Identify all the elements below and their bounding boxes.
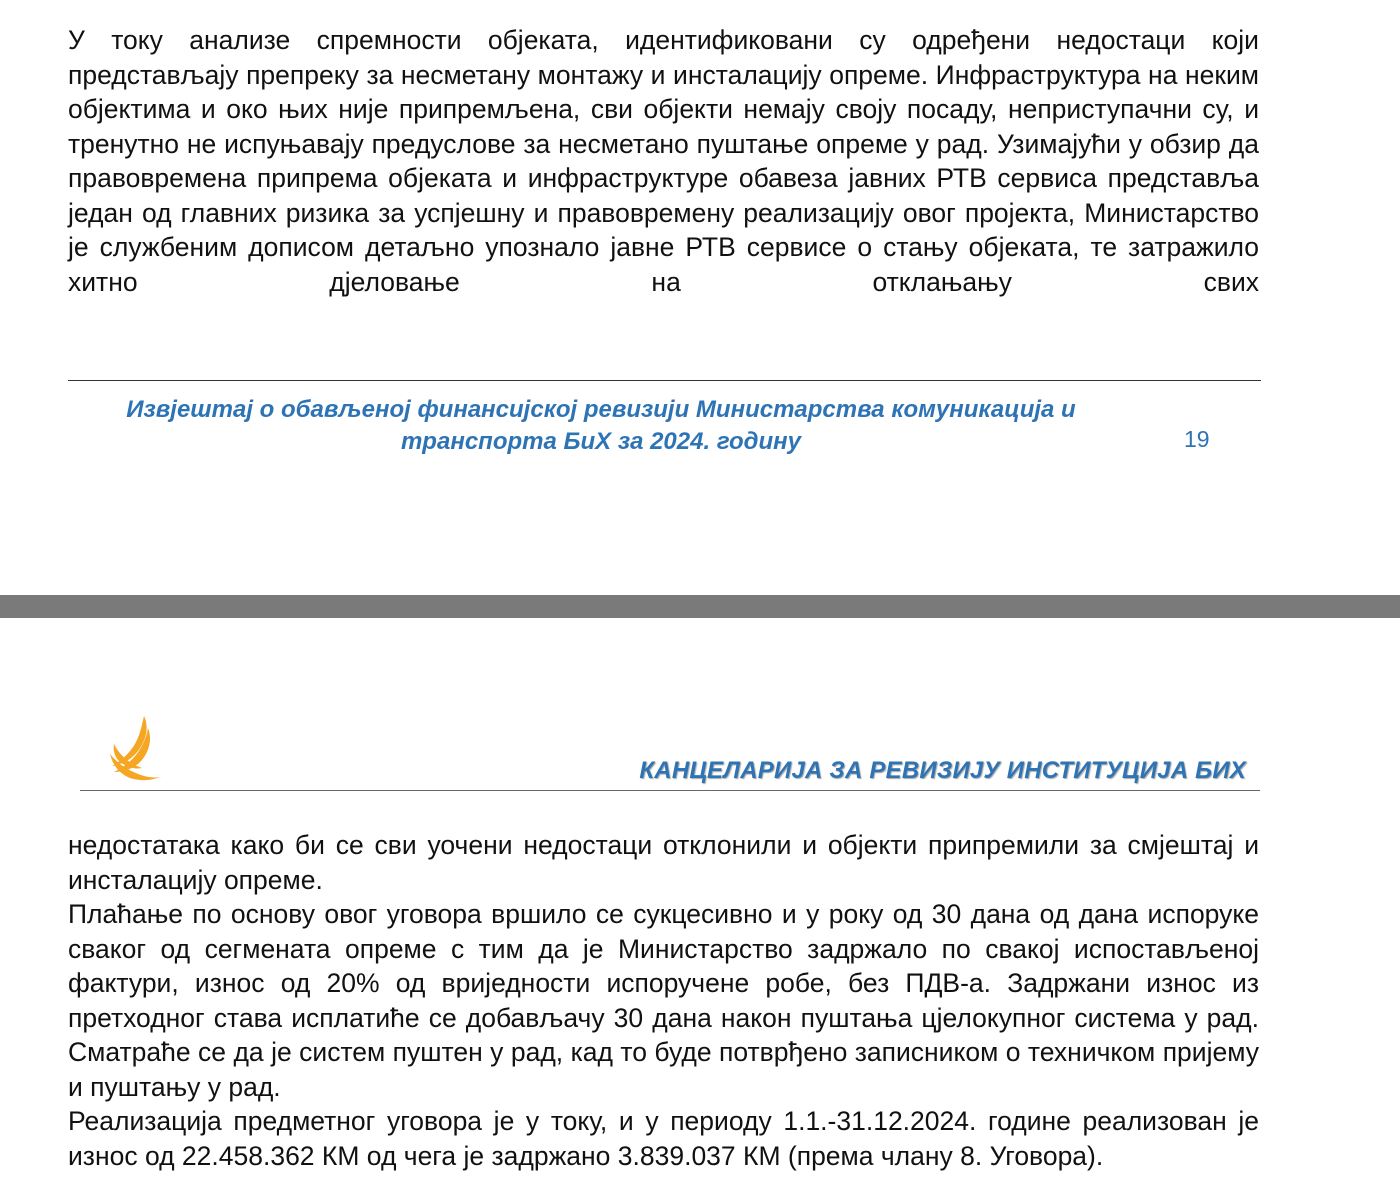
paragraph: Плаћање по основу овог уговора вршило се сукцесивно и у року од 30 дана од дана испоруке сваког од сегмената опреме с тим да је Министарство задржало по свакој испостављеној фактури, износ од 20% од вриједности испоручене робе, без ПДВ-а. Задржани износ из претходног става исплатиће се добављачу 30 дана након пуштања цјелокупног система у рад. Сматраће се да је систем пуштен у рад, кад то буде потврђено записником о техничком пријему и пуштању у рад. — [68, 899, 1259, 1102]
footer-divider — [68, 380, 1261, 381]
footer-report-title — [68, 394, 1134, 458]
institution-header-title: КАНЦЕЛАРИЈА ЗА РЕВИЗИЈУ ИНСТИТУЦИЈА БИХ — [639, 757, 1246, 784]
body-text-block — [68, 23, 1259, 299]
header-divider — [80, 790, 1260, 791]
page-number: 19 — [1184, 426, 1210, 452]
paragraph: У току анализе спремности објеката, идентификовани су одређени недостаци који представљају препреку за несметану монтажу и инсталацију опреме. Инфраструктура на неким објектима и око њих није припремљена, сви објекти немају своју посаду, неприступачни су, и тренутно не испуњавају предуслове за несметано пуштање опреме у рад. Узимајући у обзир да правовремена припрема објеката и инфраструктуре обавеза јавних РТВ сервиса представља један од главних ризика за успјешну и правовремену реализацију овог пројекта, Министарство је службеним дописом детаљно упознало јавне РТВ сервисе о стању објеката, те затражило хитно дјеловање на отклањању свих — [68, 25, 1259, 297]
document-page-19 — [0, 0, 1400, 595]
paragraph: Реализација предметног уговора је у току, и у периоду 1.1.-31.12.2024. године реализован је износ од 22.458.362 КМ од чега је задржано 3.839.037 КМ (према члану 8. Уговора). — [68, 1106, 1259, 1171]
audit-office-logo-icon — [104, 714, 164, 782]
page-separator — [0, 595, 1400, 618]
paragraph: недостатака како би се сви уочени недостаци отклонили и објекти припремили за смјештај и инсталацију опреме. — [68, 830, 1259, 895]
footer-title-line: Извјештај о обављеној финансијској ревизији Министарства комуникација и — [126, 396, 1076, 423]
body-text-block — [68, 828, 1259, 1173]
footer-title-line: транспорта БиХ за 2024. годину — [400, 428, 802, 455]
